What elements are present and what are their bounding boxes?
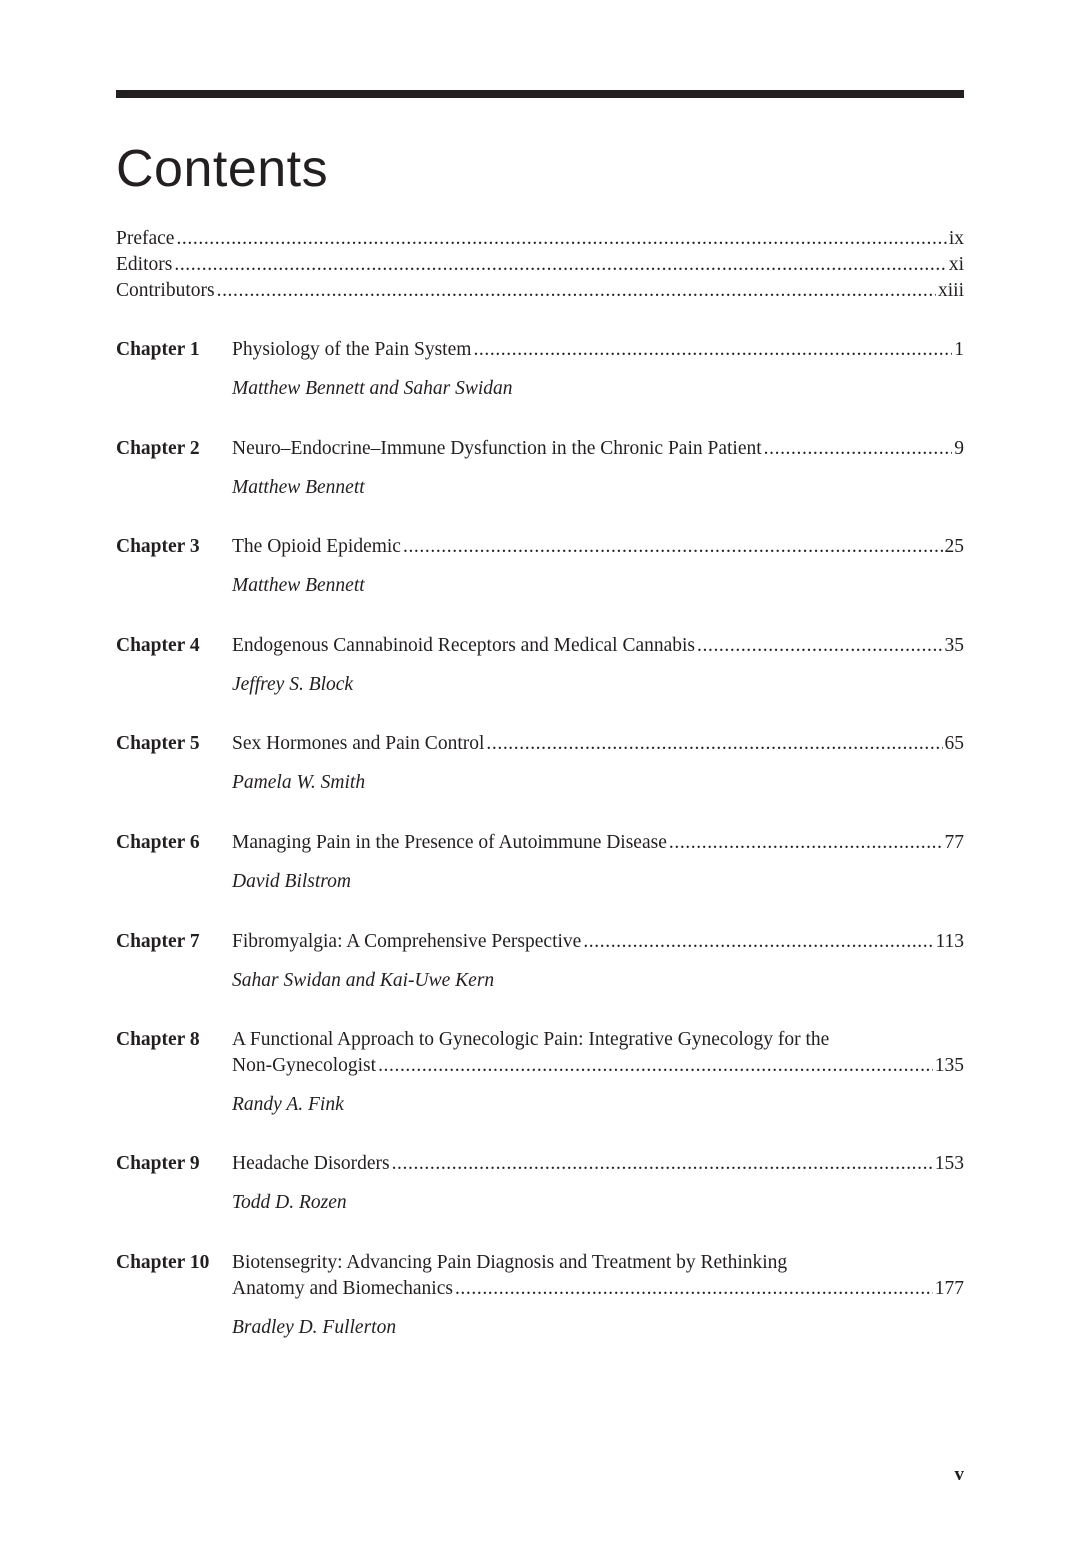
chapter-page-number: 135 (934, 1055, 964, 1076)
entry-page-number: xi (948, 254, 964, 275)
front-matter-entry-preface[interactable] (116, 226, 964, 252)
chapter-title-line (232, 633, 964, 659)
chapter-page-number: 1 (954, 339, 964, 360)
chapter-label: Chapter 6 (116, 832, 200, 853)
chapter-title-lead: A Functional Approach to Gynecologic Pain: Integrative Gynecology for the (232, 1029, 830, 1050)
chapter-label: Chapter 4 (116, 635, 200, 656)
chapter-page-number: 35 (944, 635, 964, 656)
dot-leader (174, 252, 946, 278)
chapter-title: Physiology of the Pain System (232, 339, 472, 360)
chapter-title-line (232, 830, 964, 856)
entry-label: Contributors (116, 280, 215, 301)
chapter-label: Chapter 9 (116, 1153, 200, 1174)
chapter-label: Chapter 10 (116, 1252, 210, 1273)
chapter-authors: Randy A. Fink (232, 1094, 344, 1115)
dot-leader (764, 436, 953, 462)
chapter-title-line (232, 731, 964, 757)
chapter-title-line (232, 929, 964, 955)
chapter-title: Anatomy and Biomechanics (232, 1278, 453, 1299)
dot-leader (486, 731, 942, 757)
front-matter-entry-contributors[interactable] (116, 278, 964, 304)
chapter-authors: Matthew Bennett (232, 575, 365, 596)
chapter-authors: Matthew Bennett (232, 477, 365, 498)
chapter-title: Non-Gynecologist (232, 1055, 377, 1076)
chapter-page-number: 25 (944, 536, 964, 557)
entry-page-number: xiii (937, 280, 964, 301)
chapter-page-number: 65 (944, 733, 964, 754)
page-title: Contents (116, 140, 329, 198)
chapter-title: Fibromyalgia: A Comprehensive Perspective (232, 931, 582, 952)
chapter-label: Chapter 8 (116, 1029, 200, 1050)
chapter-title: Endogenous Cannabinoid Receptors and Medical Cannabis (232, 635, 696, 656)
front-matter-list (116, 226, 964, 304)
entry-label: Preface (116, 228, 175, 249)
front-matter-entry-editors[interactable] (116, 252, 964, 278)
chapter-title: Neuro–Endocrine–Immune Dysfunction in the Chronic Pain Patient (232, 438, 762, 459)
chapter-authors: Jeffrey S. Block (232, 674, 354, 695)
dot-leader (392, 1151, 933, 1177)
chapter-title-line (232, 337, 964, 363)
chapter-authors: Pamela W. Smith (232, 772, 366, 793)
dot-leader (473, 337, 952, 363)
chapter-page-number: 153 (934, 1153, 964, 1174)
chapter-page-number: 77 (944, 832, 964, 853)
dot-leader (669, 830, 943, 856)
chapter-label: Chapter 1 (116, 339, 200, 360)
chapter-page-number: 113 (935, 931, 964, 952)
chapter-authors: Sahar Swidan and Kai-Uwe Kern (232, 970, 495, 991)
chapter-title-line (232, 1053, 964, 1079)
chapter-title-line (232, 1151, 964, 1177)
chapter-title: Sex Hormones and Pain Control (232, 733, 485, 754)
chapter-title-lead: Biotensegrity: Advancing Pain Diagnosis and Treatment by Rethinking (232, 1252, 788, 1273)
chapter-label: Chapter 5 (116, 733, 200, 754)
top-rule (116, 90, 964, 98)
chapter-title-line (232, 1276, 964, 1302)
chapter-label: Chapter 7 (116, 931, 200, 952)
dot-leader (378, 1053, 933, 1079)
dot-leader (217, 278, 936, 304)
chapter-title-line (232, 534, 964, 560)
page-folio: v (954, 1464, 964, 1485)
chapter-title: Headache Disorders (232, 1153, 390, 1174)
dot-leader (403, 534, 943, 560)
entry-label: Editors (116, 254, 173, 275)
chapter-title: Managing Pain in the Presence of Autoimmune Disease (232, 832, 667, 853)
dot-leader (176, 226, 946, 252)
dot-leader (697, 633, 942, 659)
chapter-authors: Todd D. Rozen (232, 1192, 347, 1213)
chapter-authors: Matthew Bennett and Sahar Swidan (232, 378, 513, 399)
chapter-page-number: 9 (954, 438, 964, 459)
chapter-authors: David Bilstrom (232, 871, 351, 892)
chapter-label: Chapter 2 (116, 438, 200, 459)
entry-page-number: ix (948, 228, 964, 249)
chapter-authors: Bradley D. Fullerton (232, 1317, 397, 1338)
dot-leader (455, 1276, 933, 1302)
chapter-page-number: 177 (934, 1278, 964, 1299)
chapter-label: Chapter 3 (116, 536, 200, 557)
chapter-title: The Opioid Epidemic (232, 536, 401, 557)
chapter-title-line (232, 436, 964, 462)
dot-leader (583, 929, 933, 955)
